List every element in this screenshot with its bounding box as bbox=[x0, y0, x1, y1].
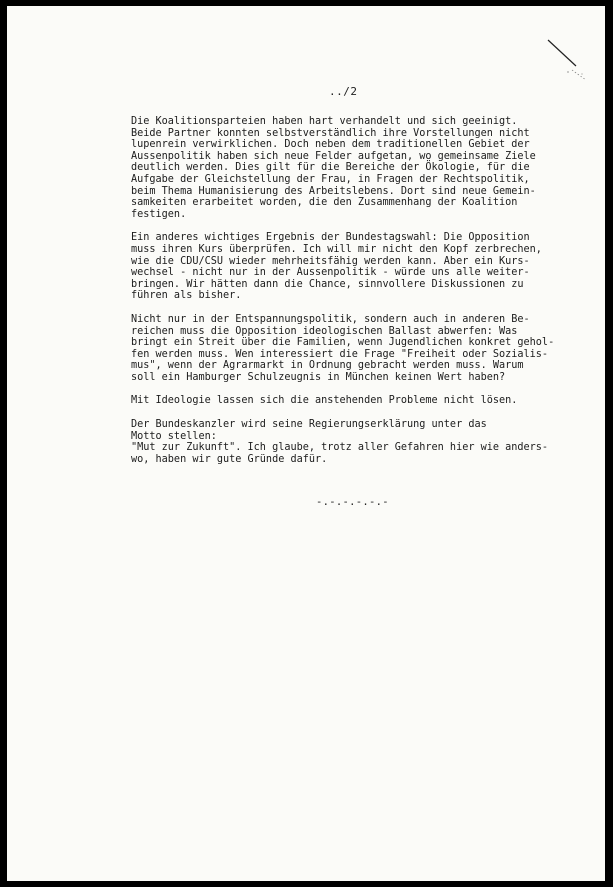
paragraph-ideology-ballast bbox=[131, 314, 601, 384]
text-line: beim Thema Humanisierung des Arbeitslebens. Dort sind neue Gemein- bbox=[131, 185, 536, 197]
text-line: "Mut zur Zukunft". Ich glaube, trotz aller Gefahren hier wie anders- bbox=[131, 442, 549, 454]
text-line: muss ihren Kurs überprüfen. Ich will mir nicht den Kopf zerbrechen, bbox=[131, 243, 542, 255]
paragraph-opposition bbox=[131, 232, 601, 302]
text-line: Ein anderes wichtiges Ergebnis der Bundestagswahl: Die Opposition bbox=[131, 232, 530, 244]
text-line: Motto stellen: bbox=[131, 430, 217, 442]
text-line: Aussenpolitik haben sich neue Felder aufgetan, wo gemeinsame Ziele bbox=[131, 150, 536, 162]
text-line: bringen. Wir hätten dann die Chance, sinnvollere Diskussionen zu bbox=[131, 278, 524, 290]
text-line: wie die CDU/CSU wieder mehrheitsfähig werden kann. Aber ein Kurs- bbox=[131, 255, 530, 267]
document-page bbox=[7, 6, 605, 881]
paragraph-coalition bbox=[131, 116, 601, 220]
text-line: Mit Ideologie lassen sich die anstehenden Probleme nicht lösen. bbox=[131, 395, 518, 407]
end-separator: -.-.-.-.-.- bbox=[316, 496, 389, 508]
page-number: ../2 bbox=[329, 85, 358, 98]
text-line: wechsel - nicht nur in der Aussenpolitik - würde uns alle weiter- bbox=[131, 267, 530, 279]
text-line: Der Bundeskanzler wird seine Regierungserklärung unter das bbox=[131, 419, 487, 431]
text-line: bringt ein Streit über die Familien, wenn Jugendlichen konkret gehol- bbox=[131, 337, 555, 349]
text-line: führen als bisher. bbox=[131, 290, 242, 302]
text-line: deutlich werden. Dies gilt für die Bereiche der Ökologie, für die bbox=[131, 162, 530, 174]
paragraph-chancellor bbox=[131, 419, 601, 465]
paragraph-ideology-problems bbox=[131, 395, 601, 407]
text-line: Beide Partner konnten selbstverständlich ihre Vorstellungen nicht bbox=[131, 127, 530, 139]
text-line: fen werden muss. Wen interessiert die Frage "Freiheit oder Sozialis- bbox=[131, 348, 549, 360]
text-line: lupenrein verwirklichen. Doch neben dem traditionellen Gebiet der bbox=[131, 139, 530, 151]
text-line: wo, haben wir gute Gründe dafür. bbox=[131, 453, 328, 465]
text-line: soll ein Hamburger Schulzeugnis in München keinen Wert haben? bbox=[131, 371, 506, 383]
text-line: festigen. bbox=[131, 208, 187, 220]
text-line: Aufgabe der Gleichstellung der Frau, in Fragen der Rechtspolitik, bbox=[131, 173, 530, 185]
text-line: mus", wenn der Agrarmarkt in Ordnung gebracht werden muss. Warum bbox=[131, 360, 524, 372]
text-line: Nicht nur in der Entspannungspolitik, sondern auch in anderen Be- bbox=[131, 313, 530, 325]
text-line: Die Koalitionsparteien haben hart verhandelt und sich geeinigt. bbox=[131, 116, 518, 127]
body-text bbox=[131, 116, 601, 477]
corner-pen-mark bbox=[542, 36, 590, 84]
text-line: samkeiten erarbeitet worden, die den Zusammenhang der Koalition bbox=[131, 197, 518, 209]
text-line: reichen muss die Opposition ideologischen Ballast abwerfen: Was bbox=[131, 325, 518, 337]
